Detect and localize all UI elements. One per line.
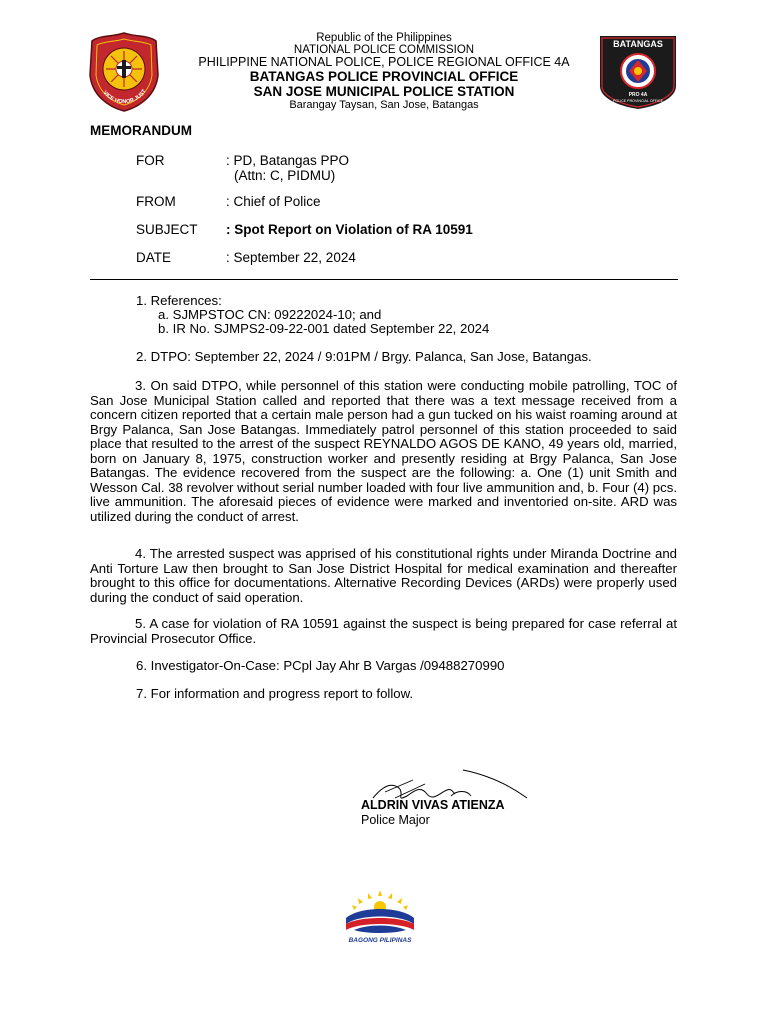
letterhead-pnp-region: PHILIPPINE NATIONAL POLICE, POLICE REGIONAL OFFICE 4A: [198, 55, 570, 69]
memo-for-value: : PD, Batangas PPO: [226, 153, 350, 168]
signatory-rank: Police Major: [361, 813, 430, 827]
memo-title: MEMORANDUM: [90, 123, 192, 138]
memo-from-row: [136, 194, 321, 209]
bagong-pilipinas-logo-icon: [330, 888, 430, 946]
badge-caption: POLICE PROVINCIAL OFFICE: [613, 99, 663, 103]
memo-subject-label: SUBJECT: [136, 222, 198, 237]
letterhead-station: SAN JOSE MUNICIPAL POLICE STATION: [253, 84, 515, 99]
reference-a: a. SJMPSTOC CN: 09222024-10; and: [158, 307, 382, 322]
letterhead: [160, 33, 608, 112]
batangas-ppo-badge-icon: [598, 34, 678, 110]
memo-from-value: : Chief of Police: [226, 194, 321, 209]
letterhead-address: Barangay Taysan, San Jose, Batangas: [289, 99, 479, 111]
pnp-seal-icon: [88, 31, 160, 113]
badge-subtitle: PRO 4A: [628, 92, 648, 98]
paragraph-2-dtpo: 2. DTPO: September 22, 2024 / 9:01PM / Brgy. Palanca, San Jose, Batangas.: [136, 349, 592, 364]
bagong-pilipinas-text: BAGONG PILIPINAS: [348, 937, 412, 944]
memo-date-row: [136, 250, 356, 265]
references-heading: 1. References:: [136, 293, 222, 308]
memo-for-attn: (Attn: C, PIDMU): [234, 168, 336, 183]
memo-date-value: : September 22, 2024: [226, 250, 356, 265]
paragraph-5: 5. A case for violation of RA 10591 against the suspect is being prepared for case referral at Provincial Prosecutor Office.: [90, 616, 677, 646]
signatory-name: ALDRIN VIVAS ATIENZA: [361, 798, 505, 812]
letterhead-napolcom: NATIONAL POLICE COMMISSION: [293, 43, 475, 56]
letterhead-republic: Republic of the Philippines: [316, 32, 452, 44]
letterhead-provincial-office: BATANGAS POLICE PROVINCIAL OFFICE: [249, 69, 519, 84]
paragraph-7: 7. For information and progress report to follow.: [136, 686, 414, 701]
memo-subject-row: [136, 222, 473, 237]
paragraph-3: 3. On said DTPO, while personnel of this station were conducting mobile patrolling, TOC of San Jose Municipal Station called and reported that there was a text message received from a concern citizen reported that a certain male person had a gun tucked on his waist roaming around at Brgy Palanca, San Jose Batangas. Immediately patrol personnel of this station proceeded to said place that resulted to the arrest of the suspect REYNALDO AGOS DE KANO, 49 years old, married, born on January 8, 1975, construction worker and presently residing at Brgy Palanca, San Jose Batangas. The evidence recovered from the suspect are the following: a. One (1) unit Smith and Wesson Cal. 38 revolver without serial number loaded with four live ammunition and, b. Four (4) pcs. live ammunition. The aforesaid pieces of evidence were marked and inventoried on-site. ARD was utilized during the conduct of arrest.: [90, 378, 677, 524]
reference-b: b. IR No. SJMPS2-09-22-001 dated September 22, 2024: [158, 321, 490, 336]
memo-from-label: FROM: [136, 194, 176, 209]
memo-for-label: FOR: [136, 153, 165, 168]
header-divider: [90, 279, 678, 280]
memo-date-label: DATE: [136, 250, 172, 265]
memo-for-row: [136, 153, 349, 183]
pnp-seal-text: VICE HONOR JUST: [101, 88, 148, 106]
paragraph-6-investigator: 6. Investigator-On-Case: PCpl Jay Ahr B Vargas /09488270990: [136, 658, 505, 673]
paragraph-4: 4. The arrested suspect was apprised of his constitutional rights under Miranda Doctrine and Anti Torture Law then brought to San Jose District Hospital for medical examination and thereafter brought to this office for documentations. Alternative Recording Devices (ARDs) were properly used during the conduct of said operation.: [90, 546, 677, 605]
badge-title: BATANGAS: [613, 39, 663, 49]
memo-subject-value: : Spot Report on Violation of RA 10591: [226, 222, 473, 237]
